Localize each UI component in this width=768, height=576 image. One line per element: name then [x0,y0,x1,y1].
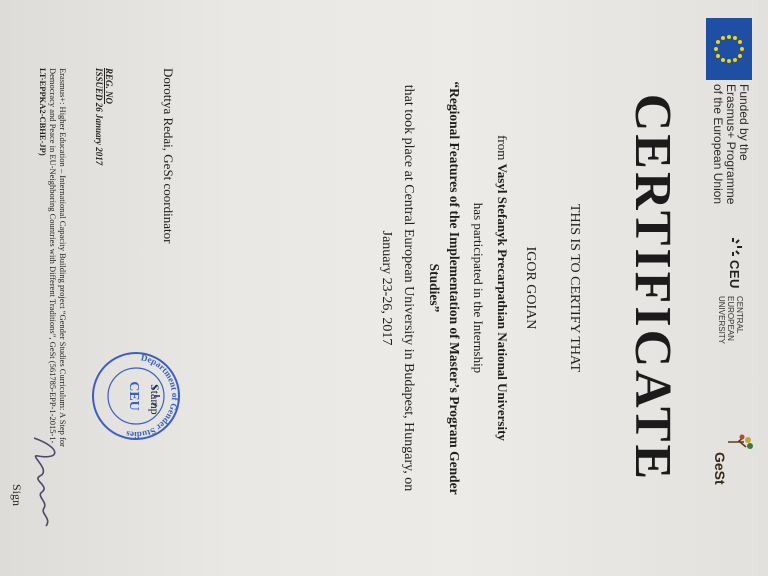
sign-label: Sign [10,484,24,507]
participation-text: has participated in the Internship [471,202,486,374]
stamp-label: Stamp [148,384,162,415]
university-line [494,20,510,556]
reg-number: REG. NO [104,68,114,105]
recipient-name: IGOR GOIAN [523,246,538,330]
registration-block [94,68,114,165]
eu-funding-text [711,84,750,204]
eu-text-line: Funded by the [737,84,751,161]
issue-date: ISSUED 26 January 2017 [94,68,104,166]
ceu-university-name [717,296,744,344]
project-footnote [38,68,68,536]
university-name: Vasyl Stefanyk Precarpathian National University [495,163,510,441]
ceu-text-line: EUROPEAN [726,296,735,341]
program-title-line1: “Regional Features of the Implementation of Master’s Program Gender [447,81,462,495]
university-stamp [90,350,182,442]
coordinator-name: Dorottya Redai, GeSt coordinator [161,68,176,244]
program-title-line2: Studies” [427,263,442,313]
location-text: that took place at Central European University in Budapest, Hungary, on [401,84,416,492]
stamp-center-text: CEU [126,381,141,411]
eu-flag-icon [706,18,752,80]
footnote-line: LT-EPPKA2-CBHE-JP) [38,68,48,156]
eu-text-line: Erasmus+ Programme [724,84,738,205]
certificate-title: CERTIFICATE [624,93,681,483]
certify-statement: THIS IS TO CERTIFY THAT [567,203,582,373]
event-dates: January 23-26, 2017 [379,230,394,346]
ceu-name: CEU [727,260,742,289]
from-prefix: from [495,135,510,161]
stamp-ring-text: Department of Gender Studies [125,352,181,441]
ceu-text-line: CENTRAL [735,296,744,334]
footnote-line: Democracy and Peace in EU-Neighboring Countries with Different Traditions”, GeSt (561785-EPP-1-2015-1- [48,68,58,444]
ceu-sunburst-icon [722,236,744,258]
footnote-line: Erasmus+: Higher Education – International Capacity Building project “Gender Studies Curriculum: A Step for [58,68,68,447]
gest-logo-name: GeSt [712,452,728,485]
eu-text-line: of the European Union [711,84,725,205]
ceu-text-line: UNIVERSITY [717,296,726,345]
